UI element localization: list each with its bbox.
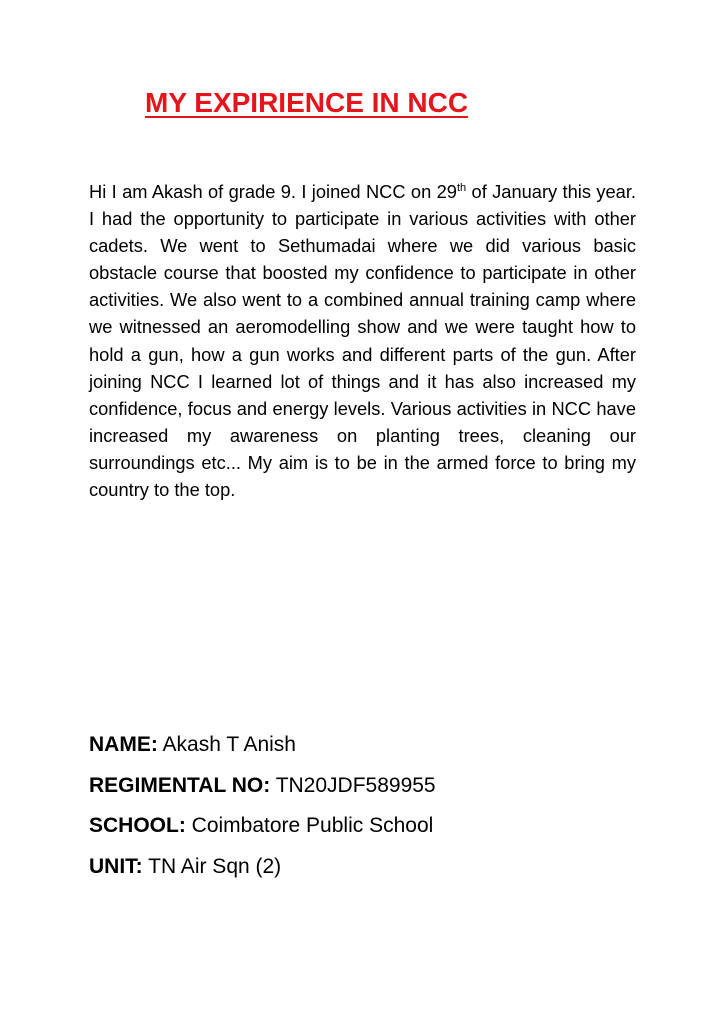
ordinal-superscript: th bbox=[456, 181, 467, 194]
page-title: MY EXPIRIENCE IN NCC bbox=[145, 87, 469, 118]
regimental-row bbox=[89, 770, 436, 811]
unit-label: UNIT: bbox=[89, 854, 143, 878]
unit-row bbox=[89, 851, 436, 892]
school-value: Coimbatore Public School bbox=[191, 814, 434, 837]
cadet-details bbox=[89, 729, 436, 891]
school-label: SCHOOL: bbox=[89, 814, 186, 837]
name-label: NAME: bbox=[89, 733, 158, 756]
body-text-start: Hi I am Akash of grade 9. I joined NCC on 29 bbox=[89, 181, 457, 202]
body-text-rest: of January this year. I had the opportunity to participate in various activities with other cadets. We went to Sethumadai where we did various basic obstacle course that boosted my confidence to participate in other activities. We also went to a combined annual training camp where we witnessed an aeromodelling show and we were taught how to hold a gun, how a gun works and different parts of the gun. After joining NCC I learned lot of things and it has also increased my confidence, focus and energy levels. Various activities in NCC have increased my awareness on planting trees, cleaning our surroundings etc... My aim is to be in the armed force to bring my country to the top. bbox=[89, 181, 636, 501]
body-paragraph bbox=[89, 178, 636, 503]
regimental-label: REGIMENTAL NO: bbox=[89, 773, 271, 797]
name-row bbox=[89, 729, 436, 770]
regimental-value: TN20JDF589955 bbox=[275, 773, 436, 797]
name-value: Akash T Anish bbox=[162, 733, 296, 756]
unit-value: TN Air Sqn (2) bbox=[148, 854, 282, 878]
school-row bbox=[89, 810, 436, 851]
